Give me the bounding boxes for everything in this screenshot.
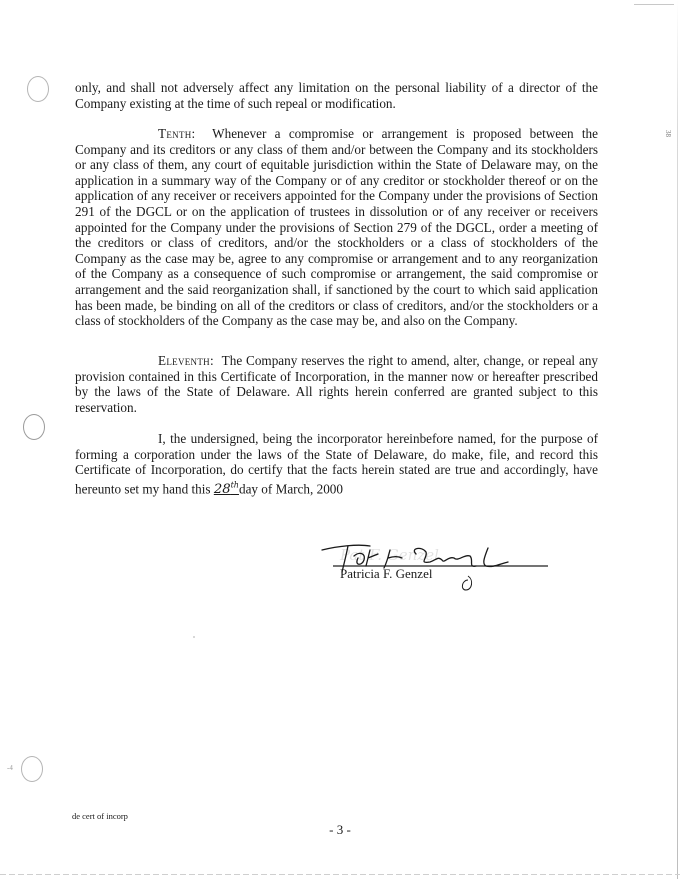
- document-label: de cert of incorp: [72, 811, 128, 821]
- tenth-heading: Tenth:: [158, 126, 196, 141]
- paragraph-tenth: [75, 126, 598, 329]
- punch-hole-top: [27, 76, 49, 102]
- tenth-text: Whenever a compromise or arrangement is proposed between the Company and its creditors or any class of them and/or between the Company and its stockholders or any class of them, any court of equitable jurisdiction within the State of Delaware may, on the application in a summary way of the Company or of any creditor or stockholder thereof or on the application of any receiver or receivers appointed for the Company under the provisions of Section 291 of the DGCL or on the application of trustees in dissolution or of any receiver or receivers appointed for the Company under the provisions of Section 279 of the DGCL, order a meeting of the creditors or class of creditors, and/or the stockholders or a class of stockholders of the Company as the case may be, agree to any compromise or arrangement and to any reorganization of the Company as a consequence of such compromise or arrangement, the said compromise or arrangement and the said reorganization shall, if sanctioned by the court to which said application has been made, be binding on all of the creditors or class of creditors, and/or the stockholders or a class of stockholders of the Company as the case may be, and also on the Company.: [75, 126, 599, 329]
- paragraph-eleventh: [75, 353, 598, 415]
- handwritten-day: 28th: [213, 480, 239, 498]
- page-number: - 3 -: [329, 822, 351, 837]
- punch-hole-bottom: [21, 756, 43, 782]
- punch-hole-middle: [23, 414, 45, 440]
- signature-handwritten-text: Pat F. Genzel: [340, 546, 439, 564]
- attestation-text: I, the undersigned, being the incorporator hereinbefore named, for the purpose of forming a corporation under the laws of the State of Delaware, do make, file, and record this Certificate of Incorporation, do certify that the facts herein stated are true and accordingly, have hereunto set my hand this: [75, 431, 598, 497]
- margin-side-mark: 38: [664, 130, 672, 137]
- scan-edge-bottom: [0, 874, 680, 875]
- eleventh-heading: Eleventh:: [158, 353, 214, 368]
- attestation-end: day of March, 2000: [238, 481, 343, 497]
- paragraph-attestation: [75, 431, 598, 498]
- eleventh-text: The Company reserves the right to amend, alter, change, or repeal any provision contained in this Certificate of Incorporation, in the manner now or hereafter prescribed by the laws of the State of Delaware. All rights herein conferred are granted subject to this reservation.: [75, 353, 599, 415]
- paragraph-continuation: only, and shall not adversely affect any limitation on the personal liability of a director of the Company existing at the time of such repeal or modification.: [75, 80, 598, 111]
- margin-left-tick: -4: [7, 764, 13, 772]
- scan-dot: [193, 636, 195, 638]
- signatory-name: Patricia F. Genzel: [340, 566, 433, 581]
- scan-top-mark: [634, 4, 674, 5]
- scan-edge-right: [677, 0, 678, 879]
